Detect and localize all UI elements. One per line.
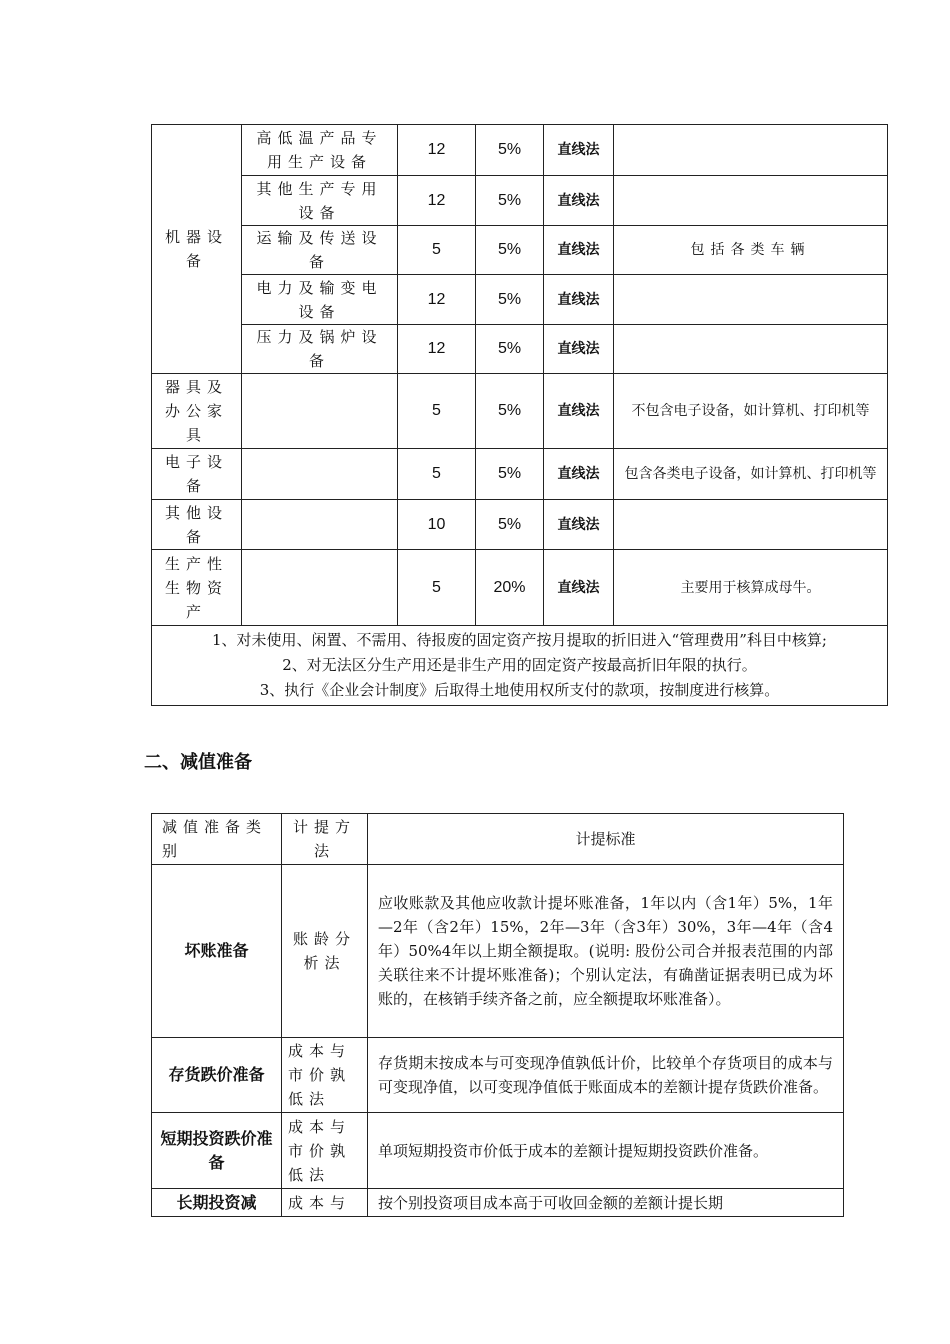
- residual-cell: 5%: [476, 325, 544, 374]
- subcategory-cell: [242, 500, 398, 550]
- standard-cell: 单项短期投资市价低于成本的差额计提短期投资跌价准备。: [368, 1113, 844, 1189]
- years-cell: 12: [398, 176, 476, 226]
- remark-cell: 包括各类车辆: [614, 226, 888, 275]
- table-row: [152, 325, 888, 374]
- table-row: [152, 226, 888, 275]
- years-cell: 5: [398, 374, 476, 449]
- table-row: [152, 374, 888, 449]
- method-cell: 直线法: [544, 176, 614, 226]
- header-method: 计提方法: [282, 814, 368, 865]
- section-heading: 二、减值准备: [144, 752, 252, 773]
- impairment-table: [151, 813, 844, 1217]
- remark-cell: [614, 325, 888, 374]
- subcategory-cell: 压力及锅炉设备: [242, 325, 398, 374]
- subcategory-cell: 高低温产品专用生产设备: [242, 125, 398, 176]
- subcategory-cell: 电力及输变电设备: [242, 275, 398, 325]
- category-cell: 坏账准备: [152, 865, 282, 1038]
- note-3: 3、执行《企业会计制度》后取得土地使用权所支付的款项，按制度进行核算。: [259, 681, 780, 699]
- method-cell: 直线法: [544, 275, 614, 325]
- category-cell: 长期投资减: [152, 1189, 282, 1217]
- method-cell: 成本与市价孰低法: [282, 1113, 368, 1189]
- method-cell: 直线法: [544, 374, 614, 449]
- residual-cell: 5%: [476, 374, 544, 449]
- category-cell: 电子设备: [152, 449, 242, 500]
- notes-cell: [152, 626, 888, 706]
- years-cell: 12: [398, 125, 476, 176]
- note-2: 2、对无法区分生产用还是非生产用的固定资产按最高折旧年限的执行。: [282, 656, 757, 674]
- remark-cell: [614, 176, 888, 226]
- table-header-row: [152, 814, 844, 865]
- table-row: [152, 176, 888, 226]
- category-cell: 其他设备: [152, 500, 242, 550]
- standard-cell: 按个别投资项目成本高于可收回金额的差额计提长期: [368, 1189, 844, 1217]
- header-category: 减值准备类别: [152, 814, 282, 865]
- category-cell: 机器设备: [152, 125, 242, 374]
- table-row: [152, 1113, 844, 1189]
- years-cell: 12: [398, 325, 476, 374]
- subcategory-cell: 运输及传送设备: [242, 226, 398, 275]
- table-row: [152, 1189, 844, 1217]
- table-row: [152, 626, 888, 706]
- depreciation-table: [151, 124, 888, 706]
- remark-cell: [614, 125, 888, 176]
- method-cell: 账龄分析法: [282, 865, 368, 1038]
- table-row: [152, 275, 888, 325]
- standard-cell: 存货期末按成本与可变现净值孰低计价，比较单个存货项目的成本与可变现净值，以可变现净值低于账面成本的差额计提存货跌价准备。: [368, 1038, 844, 1113]
- residual-cell: 5%: [476, 125, 544, 176]
- remark-cell: [614, 500, 888, 550]
- table-row: [152, 449, 888, 500]
- residual-cell: 5%: [476, 275, 544, 325]
- years-cell: 5: [398, 226, 476, 275]
- residual-cell: 5%: [476, 226, 544, 275]
- note-1: 1、对未使用、闲置、不需用、待报废的固定资产按月提取的折旧进入“管理费用”科目中核算;: [212, 631, 827, 649]
- residual-cell: 5%: [476, 500, 544, 550]
- method-cell: 直线法: [544, 500, 614, 550]
- years-cell: 12: [398, 275, 476, 325]
- category-cell: 器具及办公家具: [152, 374, 242, 449]
- residual-cell: 20%: [476, 550, 544, 626]
- remark-cell: [614, 275, 888, 325]
- method-cell: 直线法: [544, 125, 614, 176]
- table-row: [152, 500, 888, 550]
- standard-cell: 应收账款及其他应收款计提坏账准备，1年以内（含1年）5%，1年—2年（含2年）15%，2年—3年（含3年）30%，3年—4年（含4年）50%4年以上期全额提取。(说明: 股份公司合并报表范围的内部关联往来不计提坏账准备)；个别认定法，有确凿证据表明已成为坏账的，在核销手续齐备之前，应全额提取坏账准备）。: [368, 865, 844, 1038]
- header-standard: 计提标准: [368, 814, 844, 865]
- subcategory-cell: 其他生产专用设备: [242, 176, 398, 226]
- method-cell: 直线法: [544, 550, 614, 626]
- method-cell: 直线法: [544, 449, 614, 500]
- remark-cell: 主要用于核算成母牛。: [614, 550, 888, 626]
- subcategory-cell: [242, 449, 398, 500]
- method-cell: 成本与市价孰低法: [282, 1038, 368, 1113]
- method-cell: 直线法: [544, 325, 614, 374]
- subcategory-cell: [242, 550, 398, 626]
- remark-cell: 包含各类电子设备，如计算机、打印机等: [614, 449, 888, 500]
- method-cell: 成本与: [282, 1189, 368, 1217]
- residual-cell: 5%: [476, 176, 544, 226]
- table-row: [152, 1038, 844, 1113]
- remark-cell: 不包含电子设备，如计算机、打印机等: [614, 374, 888, 449]
- table-row: [152, 865, 844, 1038]
- method-cell: 直线法: [544, 226, 614, 275]
- category-cell: 生产性生物资产: [152, 550, 242, 626]
- table-row: [152, 125, 888, 176]
- years-cell: 5: [398, 550, 476, 626]
- residual-cell: 5%: [476, 449, 544, 500]
- category-cell: 存货跌价准备: [152, 1038, 282, 1113]
- years-cell: 10: [398, 500, 476, 550]
- category-cell: 短期投资跌价准备: [152, 1113, 282, 1189]
- years-cell: 5: [398, 449, 476, 500]
- table-row: [152, 550, 888, 626]
- subcategory-cell: [242, 374, 398, 449]
